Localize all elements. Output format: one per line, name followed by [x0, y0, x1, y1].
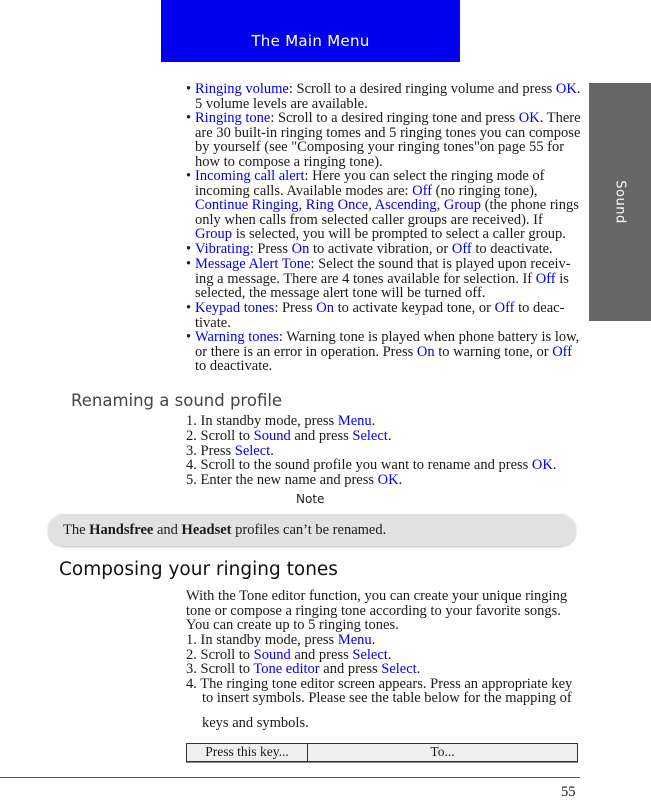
rename-step: 1. In standby mode, press Menu.	[186, 413, 376, 429]
bullet-vibrating: • Vibrating: Press On to activate vibration, or Off to deactivate.	[186, 241, 553, 257]
rename-heading: Renaming a sound profile	[71, 391, 283, 410]
rename-step: 5. Enter the new name and press OK.	[186, 472, 403, 488]
bullet-ringing-tone: • Ringing tone: Scroll to a desired ringing tone and press OK. There are 30 built-in ringing tomes and 5 ringing tones you can compose by yourself (see "Composing your ringing tones"on page 55 for how to compose a ringing tone).	[186, 110, 581, 170]
note-box	[48, 514, 576, 546]
compose-step-4-cont: keys and symbols.	[202, 715, 309, 731]
rename-step: 4. Scroll to the sound profile you want to rename and press OK.	[186, 457, 557, 473]
compose-step-4-cont: to insert symbols. Please see the table below for the mapping of	[202, 690, 572, 706]
note-text: The Handsfree and Headset profiles can’t be renamed.	[63, 522, 387, 538]
bullet-incoming-call-alert: • Incoming call alert: Here you can select the ringing mode of incoming calls. Available modes are: Off (no ringing tone), Continue Ringing, Ring Once, Ascending, Group (the phone rings only when calls from selected caller groups are received). If Group is selected, you will be prompted to select a caller group.	[186, 168, 579, 243]
rename-step: 3. Press Select.	[186, 443, 274, 459]
key-mapping-table-header	[186, 743, 578, 762]
note-label: Note	[296, 492, 325, 506]
header-banner	[161, 0, 460, 62]
compose-step: 2. Scroll to Sound and press Select.	[186, 647, 392, 663]
compose-intro-line: tone or compose a ringing tone according to your favorite songs.	[186, 603, 561, 619]
compose-step: 1. In standby mode, press Menu.	[186, 632, 376, 648]
compose-step: 3. Scroll to Tone editor and press Select.	[186, 661, 421, 677]
compose-intro-line: With the Tone editor function, you can create your unique ringing	[186, 588, 568, 604]
table-col-action: To...	[430, 744, 455, 759]
bullet-warning-tones: • Warning tones: Warning tone is played when phone battery is low, or there is an error in operation. Press On to warning tone, or Off to deactivate.	[186, 329, 580, 375]
header-title: The Main Menu	[251, 32, 370, 50]
compose-intro-line: You can create up to 5 ringing tones.	[186, 617, 399, 633]
bullet-keypad-tones: • Keypad tones: Press On to activate keypad tone, or Off to deac-tivate.	[186, 300, 565, 331]
compose-step-4: 4. The ringing tone editor screen appears. Press an appropriate key	[186, 676, 573, 692]
sound-side-tab	[589, 83, 651, 321]
compose-heading: Composing your ringing tones	[59, 559, 338, 580]
rename-step: 2. Scroll to Sound and press Select.	[186, 428, 392, 444]
page-number: 55	[561, 784, 576, 800]
bullet-message-alert-tone: • Message Alert Tone: Select the sound that is played upon receiv-ing a message. There are 4 tones available for selection. If Off is selected, the message alert tone will be turned off.	[186, 256, 571, 302]
bullet-ringing-volume: • Ringing volume: Scroll to a desired ringing volume and press OK. 5 volume levels are available.	[186, 81, 581, 112]
table-col-key: Press this key...	[187, 744, 308, 761]
side-tab-label: Sound	[612, 180, 628, 224]
footer-rule	[0, 777, 580, 778]
